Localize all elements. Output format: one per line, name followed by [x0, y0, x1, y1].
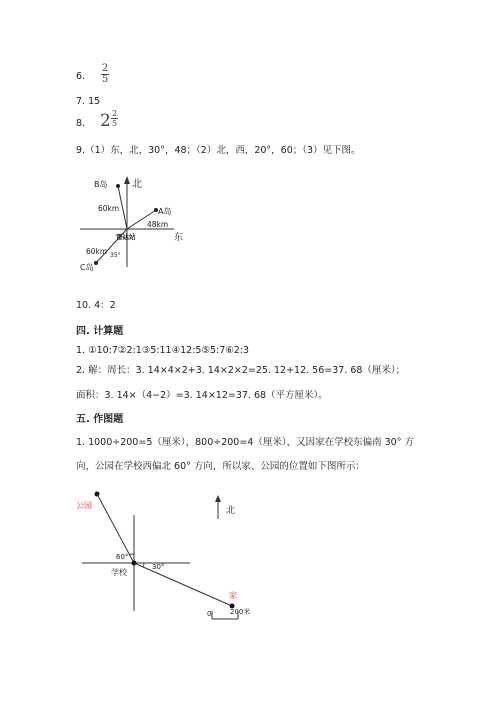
map-diagram — [72, 485, 272, 625]
map-scale-zero: 0 — [207, 610, 212, 618]
section4-line2: 2. 解：周长：3. 14×4×2+3. 14×2×2=25. 12+12. 56=37. 68（厘米）； — [76, 365, 406, 376]
section4-line3: 面积：3. 14×（4−2）=3. 14×12=37. 68（平方厘米）。 — [76, 390, 328, 401]
q6-label: 6. — [76, 71, 86, 82]
q6-fraction — [100, 64, 110, 85]
radar-east-label: 东 — [174, 233, 184, 243]
radar-angle-c: 35° — [110, 252, 121, 259]
radar-station-label: 雷达站 — [116, 233, 136, 241]
q10-answer: 10. 4：2 — [76, 300, 116, 311]
map-angle-park: 60° — [116, 553, 129, 561]
radar-dist-c: 60km — [86, 247, 108, 256]
radar-dist-b: 60km — [98, 204, 120, 213]
radar-dist-a: 48km — [147, 220, 169, 229]
map-school-label: 学校 — [111, 568, 127, 577]
q8-label: 8. — [76, 118, 86, 129]
section4-line1: 1. ①10:7②2:1③5:11④12:5⑤5:7⑥2:3 — [76, 345, 250, 356]
section5-heading: 五. 作图题 — [76, 414, 124, 425]
map-scale-label: 200米 — [230, 608, 251, 616]
map-north-label: 北 — [226, 506, 236, 516]
q8-denominator: 5 — [111, 119, 118, 128]
map-park-label: 公园 — [76, 501, 92, 510]
q8-numerator: 2 — [111, 109, 118, 118]
section4-heading: 四. 计算题 — [76, 326, 124, 337]
map-home-label: 家 — [229, 591, 237, 600]
radar-b-island-label: B岛 — [94, 180, 108, 189]
q6-numerator: 2 — [101, 63, 109, 74]
q8-fraction — [110, 109, 119, 128]
radar-a-island-label: A岛 — [158, 207, 172, 216]
radar-c-island-label: C岛 — [80, 263, 94, 272]
section5-line1: 1. 1000÷200=5（厘米），800÷200=4（厘米），又因家在学校东偏南 30° 方 — [76, 437, 414, 448]
q8-whole: 2 — [100, 111, 111, 131]
radar-north-label: 北 — [132, 179, 142, 190]
q6-denominator: 5 — [101, 74, 109, 85]
radar-diagram — [76, 170, 216, 280]
q7-answer: 7. 15 — [76, 96, 101, 107]
q9-answer: 9.（1）东，北，30°，48；（2）北，西，20°，60；（3）见下图。 — [76, 145, 361, 156]
map-angle-home: 30° — [152, 563, 165, 571]
section5-line2: 向，公园在学校西偏北 60° 方向，所以家、公园的位置如下图所示： — [76, 461, 365, 472]
